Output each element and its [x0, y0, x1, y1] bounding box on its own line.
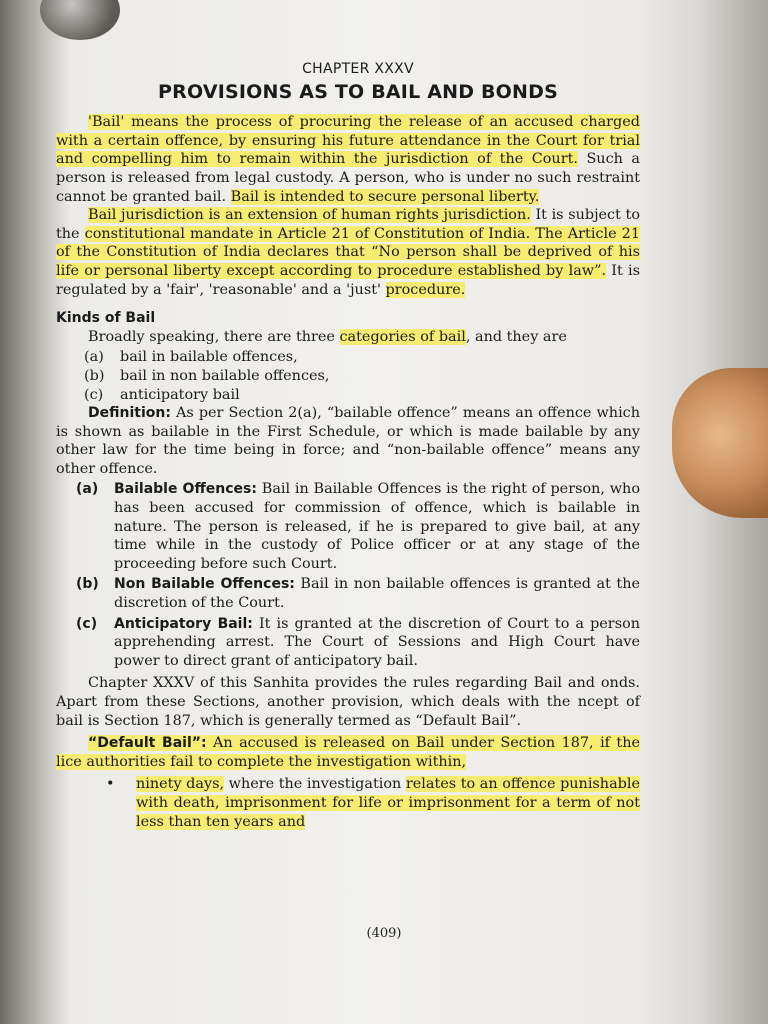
highlight-jurisdiction: Bail jurisdiction is an extension of human rights jurisdiction.	[88, 207, 531, 224]
list-text: bail in bailable offences,	[120, 349, 298, 366]
list-label: (c)	[84, 386, 104, 403]
highlight-article-21: constitutional mandate in Article 21 of Constitution of India. The Article 21 of the Constitution of India declares that “No person shall be deprived of his life or personal liberty except according to procedure established by law”.	[56, 225, 640, 279]
section-head: Bailable Offences:	[114, 481, 257, 498]
default-bail-head: “Default Bail”:	[88, 735, 207, 752]
list-label: (a)	[84, 349, 104, 366]
list-text: bail in non bailable offences,	[120, 367, 330, 384]
kinds-list	[84, 348, 640, 404]
section-non-bailable	[56, 575, 640, 612]
default-bail-paragraph	[56, 734, 640, 771]
section-head: Non Bailable Offences:	[114, 576, 295, 593]
definition-text: As per Section 2(a), “bailable offence” means an offence which is shown as bailable in the First Schedule, or which is made bailable by any other law for the time being in force; and “non-bailable offence” means any other offence.	[56, 405, 640, 477]
highlight-ninety-days: ninety days,	[136, 776, 225, 793]
highlight-offence: relates to an offence punishable with death, imprisonment for life or imprisonment for a term of not less than ten years and	[136, 776, 640, 830]
section-text: It is granted at the discretion of Court to a person apprehending arrest. The Court of Sessions and High Court have power to direct grant of anticipatory bail.	[114, 615, 641, 669]
list-item	[84, 367, 640, 386]
section-body	[114, 480, 640, 573]
bullet-body	[136, 775, 640, 831]
definition-label: Definition:	[88, 405, 171, 422]
kinds-intro	[56, 328, 640, 347]
definition-paragraph	[56, 404, 640, 478]
bullet-text: where the investigation	[224, 776, 406, 793]
section-anticipatory	[56, 615, 640, 671]
section-head: Anticipatory Bail:	[114, 615, 253, 632]
highlight-personal-liberty: Bail is intended to secure personal liberty.	[230, 188, 540, 205]
section-body	[114, 575, 640, 612]
section-bailable	[56, 480, 640, 573]
highlight-categories: categories of bail	[339, 328, 466, 345]
chapter-provisions-paragraph: Chapter XXXV of this Sanhita provides the rules regarding Bail and onds. Apart from these Sections, another provision, which deals with the ncept of bail is Section 187, which is generally termed as “Default Bail”.	[56, 675, 640, 729]
section-body	[114, 615, 640, 671]
chapter-title: PROVISIONS AS TO BAIL AND BONDS	[158, 80, 558, 103]
kinds-intro-text: Broadly speaking, there are three	[88, 328, 340, 345]
section-text: Bail in non bailable offences is granted at the discretion of the Court.	[114, 576, 640, 612]
section-label: (c)	[76, 615, 98, 632]
section-label: (a)	[76, 481, 99, 498]
list-label: (b)	[84, 367, 105, 384]
chapter-number: CHAPTER XXXV	[302, 61, 414, 77]
book-page	[56, 60, 640, 831]
bail-definition-paragraph	[56, 113, 640, 206]
highlight-bail-meaning: 'Bail' means the process of procuring the release of an accused charged with a certain offence, by ensuring his future attendance in the Court for trial and compelling him to remain within the jurisdiction of the Court.	[56, 114, 640, 168]
bail-jurisdiction-paragraph	[56, 206, 640, 299]
kinds-of-bail-heading: Kinds of Bail	[56, 310, 156, 327]
kinds-intro-end: , and they are	[465, 328, 567, 345]
text-regulated: It is regulated by a 'fair', 'reasonable' and a 'just'	[56, 262, 640, 298]
section-label: (b)	[76, 576, 99, 593]
text-subject: It is subject to the	[56, 207, 640, 242]
section-text: Bail in Bailable Offences is the right of person, who has been accused for commission of offence, which is bailable in nature. The person is released, if he is prepared to give bail, at any time while in the custody of Police officer or at any stage of the proceeding before such Court.	[114, 481, 640, 572]
bullet-icon: •	[106, 776, 115, 793]
list-text: anticipatory bail	[120, 386, 240, 403]
text-release: Such a person is released from legal custody. A person, who is under no such restraint cannot be granted bail.	[56, 151, 640, 205]
page-number: (409)	[366, 926, 402, 941]
highlight-procedure: procedure.	[385, 281, 466, 298]
list-item	[84, 386, 640, 405]
bullet-ninety-days	[106, 775, 640, 831]
highlight-default-bail: An accused is released on Bail under Section 187, if the lice authorities fail to complete the investigation within,	[56, 735, 640, 770]
list-item	[84, 348, 640, 367]
